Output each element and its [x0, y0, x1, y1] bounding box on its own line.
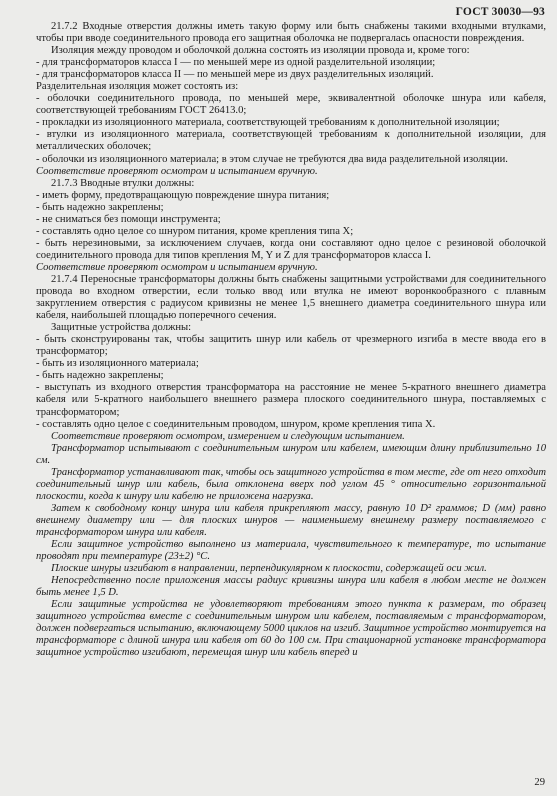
paragraph: - втулки из изоляционного материала, соответствующей требованиям к дополнительной изоляции, для металлических оболочек; — [36, 129, 546, 153]
paragraph: Трансформатор испытывают с соединительным шнуром или кабелем, имеющим длину приблизительно 10 см. — [36, 442, 546, 466]
paragraph: Если защитные устройства не удовлетворяют требованиям этого пункта к размерам, то образец защитного устройства вместе с соединительным шнуром или кабелем, поставляемым с трансформатором, должен подвергаться испытанию, включающему 5000 циклов на изгиб. Защитное устройство монтируется на трансформаторе с длиной шнура или кабеля от 60 до 100 см. При стационарной установке трансформатора защитное устройство изгибают, перемещая шнур или кабель вперед и — [36, 599, 546, 659]
page-header: ГОСТ 30030—93 — [455, 6, 545, 18]
paragraph: Трансформатор устанавливают так, чтобы ось защитного устройства в том месте, где от него отходит соединительный шнур или кабель, была отклонена вверх под углом 45 ° относительно горизонтальной плоскости, когда к шнуру или кабелю не приложена нагрузка. — [36, 466, 546, 502]
paragraph: - не сниматься без помощи инструмента; — [36, 213, 221, 225]
paragraph: - быть из изоляционного материала; — [36, 358, 199, 370]
paragraph: - оболочки из изоляционного материала; в этом случае не требуются два вида разделительной изоляции. — [36, 153, 508, 165]
paragraph: Соответствие проверяют осмотром и испытанием вручную. — [36, 261, 318, 273]
paragraph: - оболочки соединительного провода, по меньшей мере, эквивалентной оболочке шнура или кабеля, соответствующей требованиям ГОСТ 26413.0; — [36, 93, 546, 117]
paragraph: - быть надежно закреплены; — [36, 370, 164, 382]
paragraph: - для трансформаторов класса II — по меньшей мере из двух разделительных изоляций. — [36, 69, 434, 81]
paragraph: - составлять одно целое со шнуром питания, кроме крепления типа X; — [36, 225, 354, 237]
paragraph: Разделительная изоляция может состоять из: — [36, 81, 239, 93]
paragraph: Непосредственно после приложения массы радиус кривизны шнура или кабеля в любом месте не должен быть менее 1,5 D. — [36, 575, 546, 599]
paragraph: 21.7.2 Входные отверстия должны иметь такую форму или быть снабжены такими входными втулками, чтобы при вводе соединительного провода его защитная оболочка не подвергалась опасности повреждения. — [36, 21, 546, 45]
paragraph: - иметь форму, предотвращающую повреждение шнура питания; — [36, 189, 330, 201]
paragraph: Защитные устройства должны: — [51, 322, 192, 334]
paragraph: 21.7.3 Вводные втулки должны: — [51, 177, 195, 189]
paragraph: - прокладки из изоляционного материала, соответствующей требованиям к дополнительной изоляции; — [36, 117, 500, 129]
paragraph: - быть сконструированы так, чтобы защитить шнур или кабель от чрезмерного изгиба в месте ввода его в трансформатор; — [36, 334, 546, 358]
paragraph: - быть нерезиновыми, за исключением случаев, когда они составляют одно целое с резиновой оболочкой соединительного провода для типов крепления M, Y и Z для трансформаторов класса I. — [36, 237, 546, 261]
paragraph: Соответствие проверяют осмотром, измерением и следующим испытанием. — [51, 430, 405, 442]
paragraph: 21.7.4 Переносные трансформаторы должны быть снабжены защитными устройствами для соединительного провода во входном отверстии, если только ввод или втулка не имеют воронкообразного с плавным закруглением отверстия с радиусом кривизны не менее 1,5 внешнего диаметра соединительного шнура или кабеля, наибольшей площадью поперечного сечения. — [36, 273, 546, 322]
paragraph: - составлять одно целое с соединительным проводом, шнуром, кроме крепления типа X. — [36, 418, 436, 430]
page-number: 29 — [534, 776, 545, 788]
paragraph: Если защитное устройство выполнено из материала, чувствительного к температуре, то испытание проводят при температуре (23±2) °С. — [36, 539, 546, 563]
paragraph: Изоляция между проводом и оболочкой должна состоять из изоляции провода и, кроме того: — [51, 45, 470, 57]
paragraph: - для трансформаторов класса I — по меньшей мере из одной разделительной изоляции; — [36, 57, 436, 69]
document-body — [36, 21, 546, 659]
paragraph: - быть надежно закреплены; — [36, 201, 164, 213]
paragraph: - выступать из входного отверстия трансформатора на расстояние не менее 5-кратного внешнего диаметра кабеля или 5-кратного наибольшего внешнего размера плоского соединительного шнура, поставляемых с трансформатором; — [36, 382, 546, 418]
paragraph: Плоские шнуры изгибают в направлении, перпендикулярном к плоскости, содержащей оси жил. — [51, 563, 487, 575]
paragraph: Соответствие проверяют осмотром и испытанием вручную. — [36, 165, 318, 177]
paragraph: Затем к свободному концу шнура или кабеля прикрепляют массу, равную 10 D² граммов; D (мм) равно внешнему диаметру или — для плоских шнуров — наименьшему внешнему размеру поставляемого с трансформатором шнура или кабеля. — [36, 502, 546, 538]
